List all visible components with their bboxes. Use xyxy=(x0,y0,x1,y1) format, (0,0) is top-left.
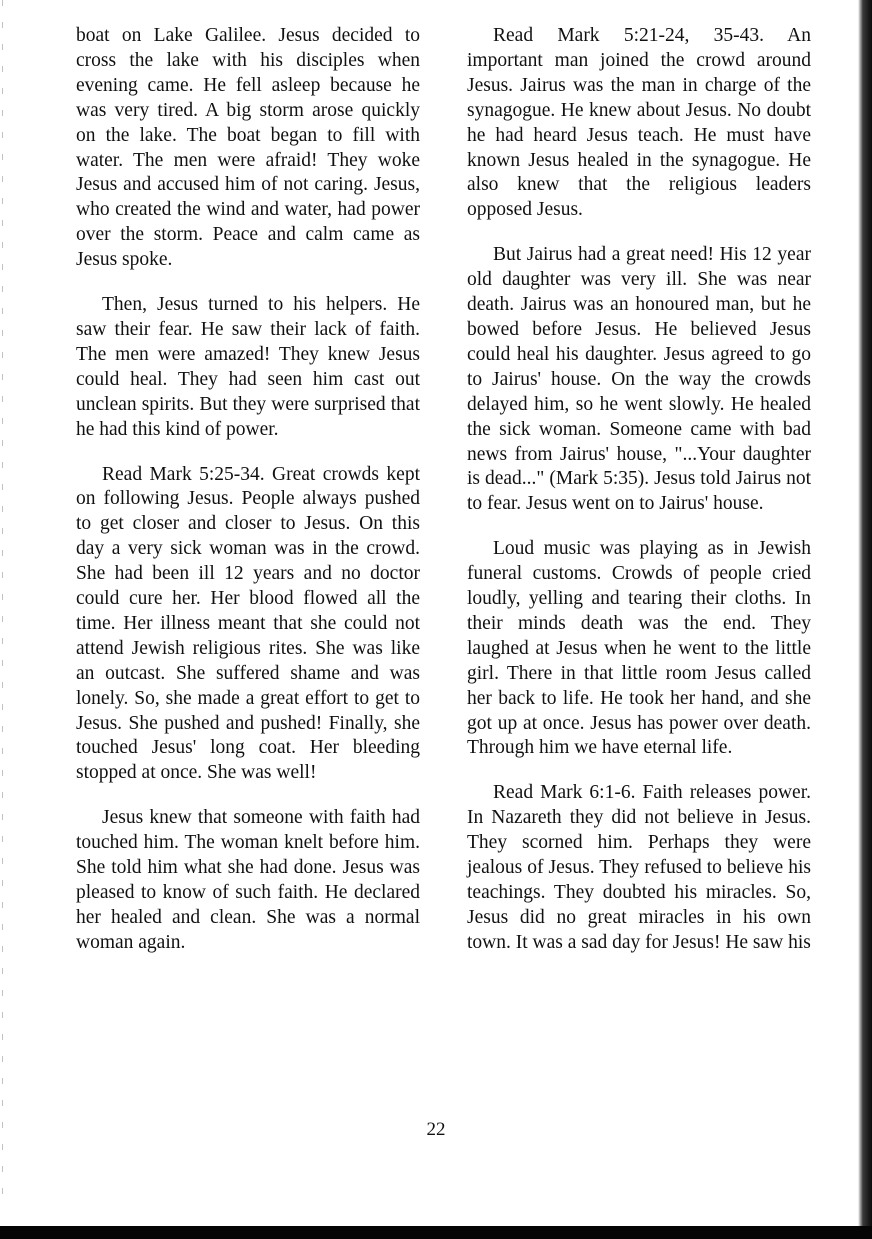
right-paragraph-3: Loud music was playing as in Jewish funeral customs. Crowds of people cried loudly, yelling and tearing their cloths. In their minds death was the end. They laughed at Jesus when he went to the little girl. There in that little room Jesus called her back to life. He took her hand, and she got up at once. Jesus has power over death. Through him we have eternal life. xyxy=(467,538,811,759)
left-column xyxy=(76,24,420,976)
scan-bottom-edge xyxy=(0,1226,872,1239)
scan-right-edge xyxy=(858,0,872,1239)
left-paragraph-4: Jesus knew that someone with faith had touched him. The woman knelt before him. She told him what she had done. Jesus was pleased to know of such faith. He declared her healed and clean. She was a normal woman again. xyxy=(76,807,420,953)
scan-left-edge xyxy=(2,0,3,1200)
right-paragraph-4: Read Mark 6:1-6. Faith releases power. In Nazareth they did not believe in Jesus. They scorned him. Perhaps they were jealous of Jesus. They refused to believe his teachings. They doubted his miracles. So, Jesus did no great miracles in his own town. It was a sad day for Jesus! He saw his xyxy=(467,782,811,953)
left-paragraph-1: boat on Lake Galilee. Jesus decided to cross the lake with his disciples when evening came. He fell asleep because he was very tired. A big storm arose quickly on the lake. The boat began to fill with water. The men were afraid! They woke Jesus and accused him of not caring. Jesus, who created the wind and water, had power over the storm. Peace and calm came as Jesus spoke. xyxy=(76,25,420,271)
right-paragraph-2: But Jairus had a great need! His 12 year old daughter was very ill. She was near death. Jairus was an honoured man, but he bowed before Jesus. He believed Jesus could heal his daughter. Jesus agreed to go to Jairus' house. On the way the crowds delayed him, so he went slowly. He healed the sick woman. Someone came with bad news from Jairus' house, "...Your daughter is dead..." (Mark 5:35). Jesus told Jairus not to fear. Jesus went on to Jairus' house. xyxy=(467,244,811,515)
left-paragraph-2: Then, Jesus turned to his helpers. He saw their fear. He saw their lack of faith. The men were amazed! They knew Jesus could heal. They had seen him cast out unclean spirits. But they were surprised that he had this kind of power. xyxy=(76,294,420,440)
right-column xyxy=(467,24,811,976)
left-paragraph-3: Read Mark 5:25-34. Great crowds kept on following Jesus. People always pushed to get closer and closer to Jesus. On this day a very sick woman was in the crowd. She had been ill 12 years and no doctor could cure her. Her blood flowed all the time. Her illness meant that she could not attend Jewish religious rites. She was like an outcast. She suffered shame and was lonely. So, she made a great effort to get to Jesus. She pushed and pushed! Finally, she touched Jesus' long coat. Her bleeding stopped at once. She was well! xyxy=(76,463,420,784)
page-number: 22 xyxy=(426,1119,446,1140)
right-paragraph-1: Read Mark 5:21-24, 35-43. An important man joined the crowd around Jesus. Jairus was the man in charge of the synagogue. He knew about Jesus. No doubt he had heard Jesus teach. He must have known Jesus healed in the synagogue. He also knew that the religious leaders opposed Jesus. xyxy=(467,25,811,221)
